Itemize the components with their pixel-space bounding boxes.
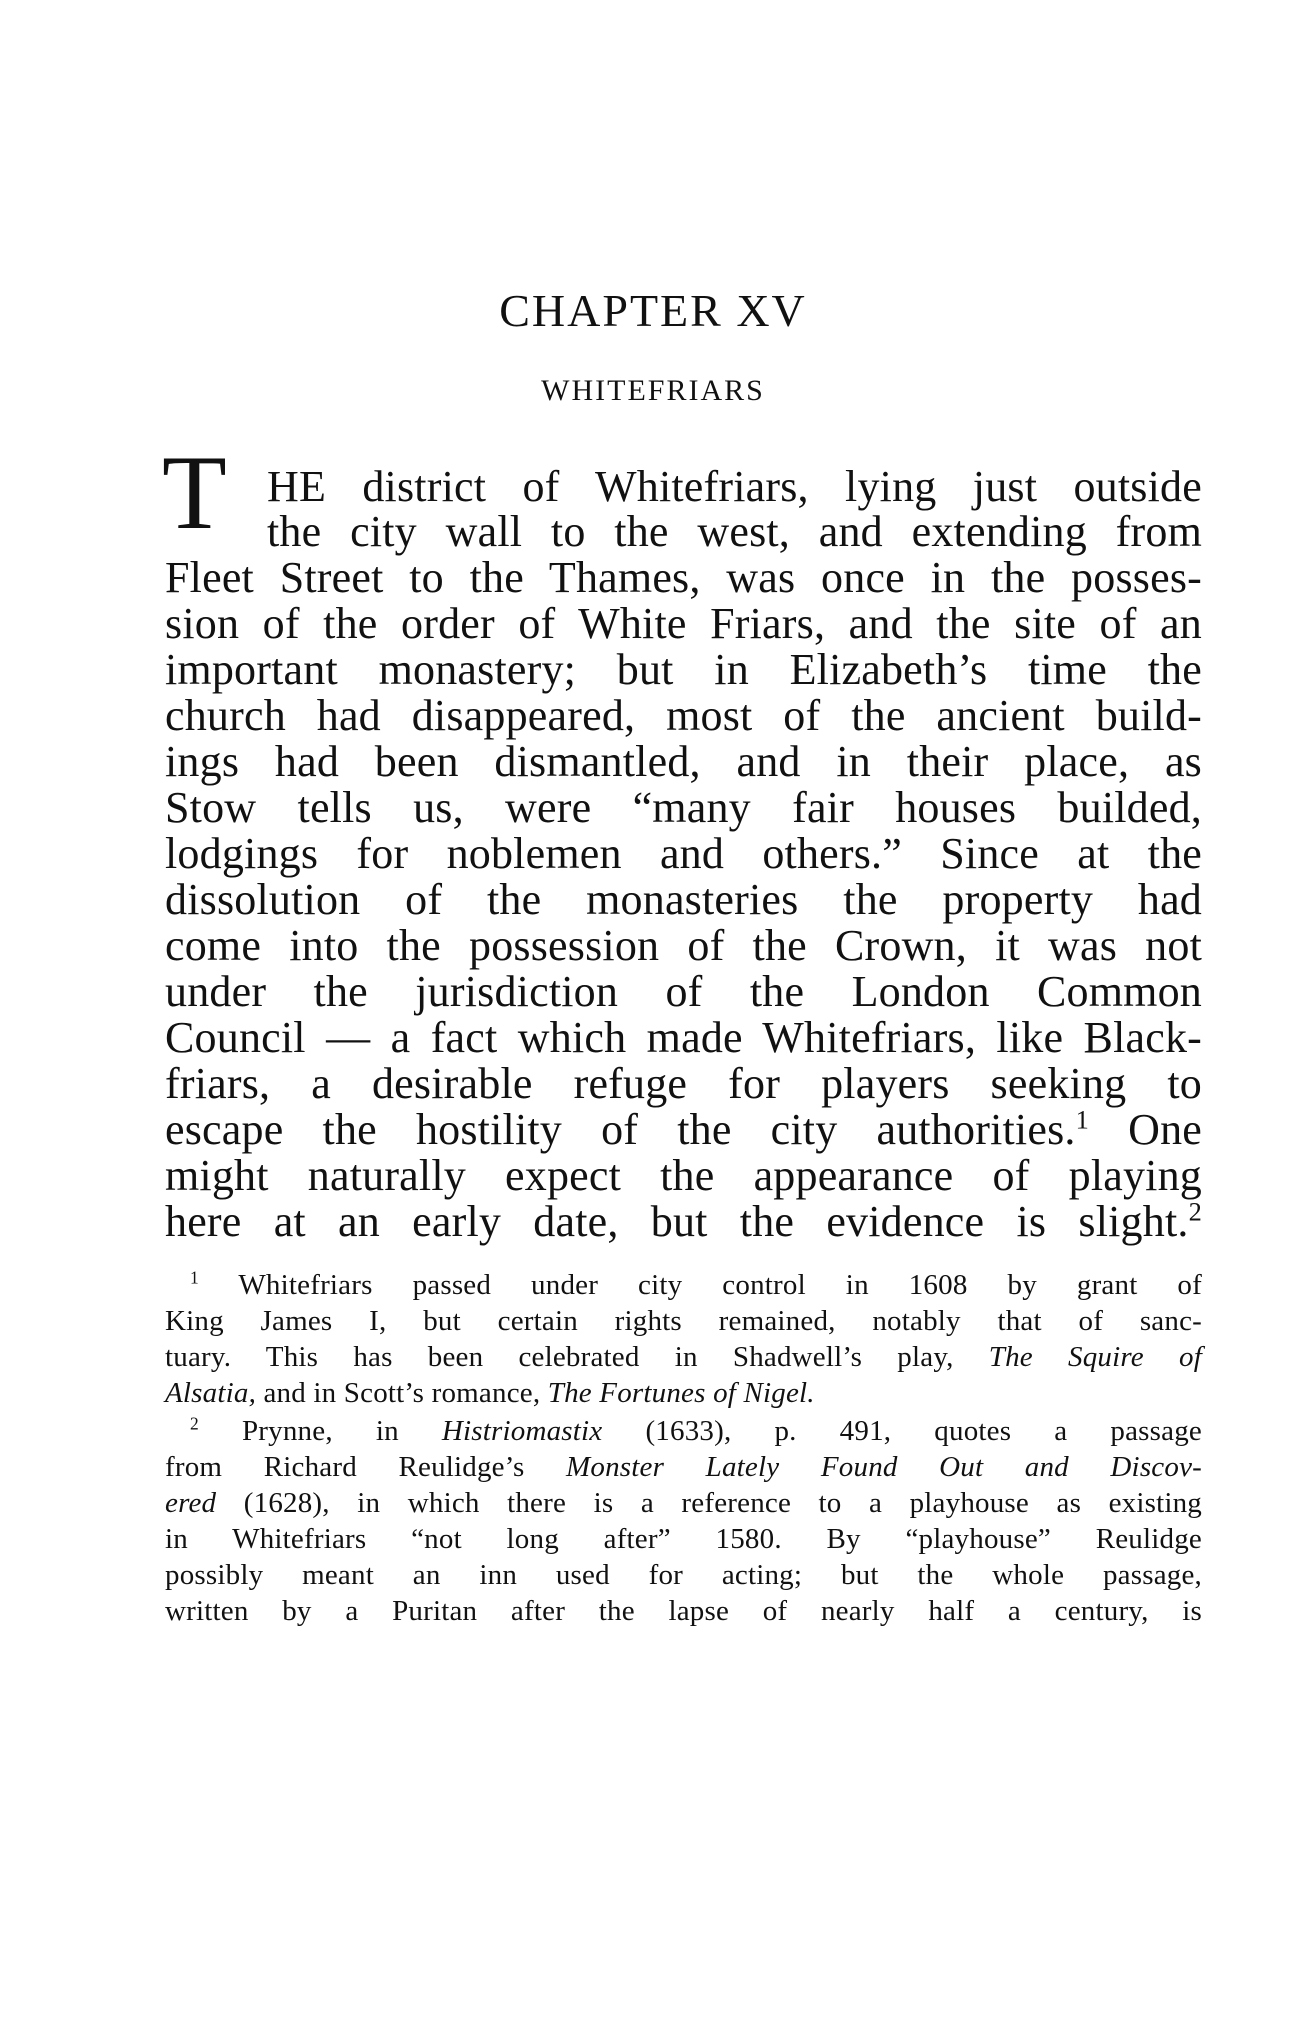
footnote-line: in Whitefriars “not long after” 1580. By “playhouse” Reulidge [165, 1523, 1202, 1555]
body-line: sion of the order of White Friars, and the site of an [165, 599, 1202, 648]
body-line: HE district of Whitefriars, lying just outside [267, 462, 1202, 511]
chapter-subheading: WHITEFRIARS [541, 374, 765, 407]
body-line: church had disappeared, most of the ancient build- [165, 691, 1202, 740]
chapter-heading: CHAPTER XV [499, 285, 807, 336]
footnote-line: possibly meant an inn used for acting; but the whole passage, [165, 1559, 1202, 1591]
body-line: come into the possession of the Crown, it was not [165, 921, 1202, 970]
footnote-number: 2 [190, 1413, 199, 1434]
body-line: Stow tells us, were “many fair houses builded, [165, 783, 1202, 832]
body-line: important monastery; but in Elizabeth’s time the [165, 645, 1202, 694]
drop-cap: T [162, 434, 227, 551]
footnote-line: Alsatia, and in Scott’s romance, The Fortunes of Nigel. [165, 1377, 815, 1409]
footnote-line: King James I, but certain rights remained, notably that of sanc- [165, 1305, 1202, 1337]
body-line: the city wall to the west, and extending from [267, 507, 1202, 556]
footnote-ref: 1 [1075, 1104, 1090, 1135]
footnote-number: 1 [190, 1267, 199, 1288]
body-line: Council — a fact which made Whitefriars, like Black- [165, 1013, 1202, 1062]
body-line: friars, a desirable refuge for players seeking to [165, 1059, 1202, 1108]
body-line: here at an early date, but the evidence is slight.$^2$ [165, 1196, 1202, 1246]
footnote-line: $^1$ Whitefriars passed under city control in 1608 by grant of [190, 1267, 1202, 1301]
footnote-line: $^2$ Prynne, in Histriomastix (1633), p. 491, quotes a passage [190, 1413, 1202, 1447]
footnote-line: written by a Puritan after the lapse of nearly half a century, is [165, 1595, 1202, 1627]
body-line: Fleet Street to the Thames, was once in the posses- [165, 553, 1202, 602]
body-line: lodgings for noblemen and others.” Since at the [165, 829, 1202, 878]
footnote-line: from Richard Reulidge’s Monster Lately Found Out and Discov- [165, 1451, 1202, 1483]
body-line: escape the hostility of the city authorities.$^1$ One [165, 1104, 1202, 1154]
body-line: dissolution of the monasteries the property had [165, 875, 1202, 924]
body-line: under the jurisdiction of the London Common [165, 967, 1202, 1016]
footnote-ref: 2 [1188, 1196, 1202, 1227]
body-line: ings had been dismantled, and in their place, as [165, 737, 1202, 786]
footnote-line: ered (1628), in which there is a reference to a playhouse as existing [165, 1487, 1202, 1519]
footnote-line: tuary. This has been celebrated in Shadwell’s play, The Squire of [165, 1341, 1202, 1373]
body-line: might naturally expect the appearance of playing [165, 1151, 1202, 1200]
